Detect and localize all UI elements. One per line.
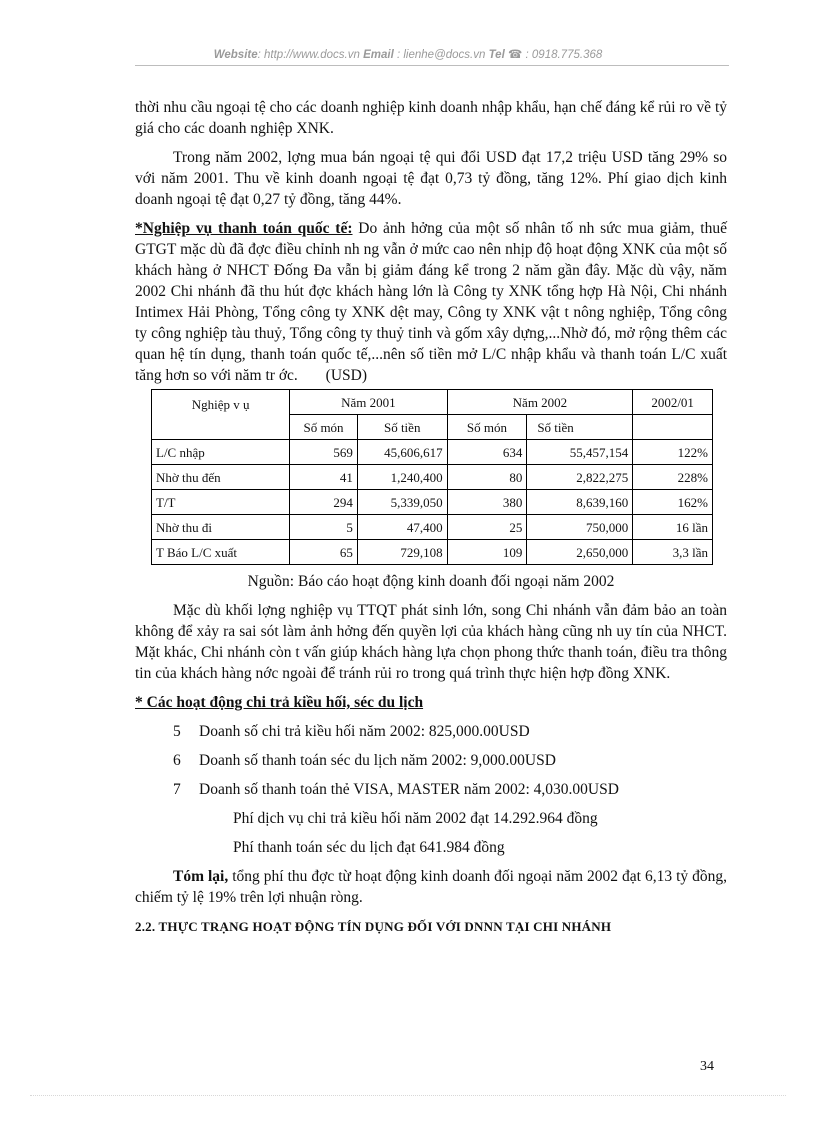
cell-name: L/C nhập <box>152 440 290 465</box>
cell-amount-2001: 1,240,400 <box>357 465 447 490</box>
cell-amount-2002: 55,457,154 <box>527 440 633 465</box>
list-number: 6 <box>173 752 181 769</box>
cell-amount-2001: 5,339,050 <box>357 490 447 515</box>
header-service: Nghiệp v ụ <box>152 390 290 440</box>
cell-name: T/T <box>152 490 290 515</box>
list-item <box>173 721 727 742</box>
sub-ratio-empty <box>633 415 713 440</box>
footer-divider <box>30 1095 786 1096</box>
cell-ratio: 3,3 lần <box>633 540 713 565</box>
list-text: Doanh số chi trả kiều hối năm 2002: 825,000.00USD <box>199 723 530 740</box>
cell-ratio: 16 lần <box>633 515 713 540</box>
cell-count-2001: 294 <box>290 490 358 515</box>
paragraph-fx: Trong năm 2002, lợng mua bán ngoại tệ qui đổi USD đạt 17,2 triệu USD tăng 29% so với năm 2001. Thu về kinh doanh ngoại tệ đạt 0,73 tỷ đồng, tăng 12%. Phí giao dịch kinh doanh ngoại tệ đạt 0,27 tỷ đồng, tăng 44%. <box>135 149 727 208</box>
paragraph-summary <box>135 866 727 908</box>
cell-ratio: 162% <box>633 490 713 515</box>
cell-amount-2001: 45,606,617 <box>357 440 447 465</box>
paragraph-intl-payment <box>135 218 727 386</box>
list-number: 7 <box>173 781 181 798</box>
section-title: 2.2. THỰC TRẠNG HOẠT ĐỘNG TÍN DỤNG ĐỐI VỚI DNNN TẠI CHI NHÁNH <box>135 919 612 934</box>
list-text: Doanh số thanh toán thẻ VISA, MASTER năm 2002: 4,030.00USD <box>199 781 619 798</box>
cell-amount-2002: 750,000 <box>527 515 633 540</box>
page-header <box>0 47 816 61</box>
sub-list-item: Phí dịch vụ chi trả kiều hối năm 2002 đạt 14.292.964 đồng <box>233 810 598 827</box>
paragraph-ttqt: Mặc dù khối lợng nghiệp vụ TTQT phát sinh lớn, song Chi nhánh vẫn đảm bảo an toàn không để xảy ra sai sót làm ảnh hởng đến quyền lợi của khách hàng cũng nh uy tín của NHCT. Mặt khác, Chi nhánh còn t vấn giúp khách hàng lựa chọn phong thức thanh toán, điều tra thông tin của khách hàng nớc ngoài để tránh rủi ro trong quá trình thực hiện hợp đồng XNK. <box>135 602 727 682</box>
cell-amount-2001: 47,400 <box>357 515 447 540</box>
table-header-row <box>152 390 713 415</box>
cell-name: T Báo L/C xuất <box>152 540 290 565</box>
header-ratio: 2002/01 <box>633 390 713 415</box>
unit-label: (USD) <box>325 367 367 384</box>
sub-count-2002: Số món <box>447 415 527 440</box>
intl-payment-body: Do ảnh hởng của một số nhân tố nh sức mua giảm, thuế GTGT mặc dù đã đợc điều chỉnh nh ng vẫn ở mức cao nên nhịp độ hoạt động XNK của một số khách hàng ở NHCT Đống Đa vẫn bị giảm đáng kể trong 2 năm gần đây. Mặc dù vậy, năm 2002 Chi nhánh đã thu hút đợc khách hàng lớn là Công ty XNK tổng hợp Hà Nội, Chi nhánh Intimex Hải Phòng, Tổng công ty XNK dệt may, Công ty XNK vật t nông nghiệp, Tổng công ty công nghiệp tàu thuỷ, Tổng công ty thuỷ tinh và gốm xây dựng,...Nhờ đó, mở rộng thêm các quan hệ tín dụng, thanh toán quốc tế,...nên số tiền mở L/C nhập khẩu và thanh toán L/C xuất tăng hơn so với năm tr ớc. <box>135 220 727 384</box>
paragraph-intro: thời nhu cầu ngoại tệ cho các doanh nghiệp kinh doanh nhập khẩu, hạn chế đáng kể rủi ro về tỷ giá cho các doanh nghiệp XNK. <box>135 99 727 137</box>
cell-count-2001: 65 <box>290 540 358 565</box>
remittance-heading <box>135 692 727 713</box>
cell-count-2002: 25 <box>447 515 527 540</box>
cell-count-2001: 5 <box>290 515 358 540</box>
table-row <box>152 515 713 540</box>
tel-label: Tel <box>488 49 505 61</box>
cell-amount-2002: 2,650,000 <box>527 540 633 565</box>
phone-icon: ☎ <box>507 49 523 61</box>
tel-value: : 0918.775.368 <box>525 49 603 61</box>
cell-count-2002: 380 <box>447 490 527 515</box>
sub-list-item: Phí thanh toán séc du lịch đạt 641.984 đồng <box>233 839 505 856</box>
cell-amount-2002: 2,822,275 <box>527 465 633 490</box>
cell-amount-2002: 8,639,160 <box>527 490 633 515</box>
table-row <box>152 490 713 515</box>
cell-count-2001: 569 <box>290 440 358 465</box>
cell-amount-2001: 729,108 <box>357 540 447 565</box>
page-content <box>135 97 727 937</box>
table-row <box>152 540 713 565</box>
header-2002: Năm 2002 <box>447 390 633 415</box>
page-number: 34 <box>700 1059 714 1074</box>
cell-ratio: 228% <box>633 465 713 490</box>
website-label: Website <box>213 49 258 61</box>
email-value[interactable]: : lienhe@docs.vn <box>396 49 486 61</box>
remittance-heading-text: * Các hoạt động chi trả kiều hối, séc du lịch <box>135 694 424 711</box>
summary-bold: Tóm lại, <box>173 868 229 885</box>
list-item <box>173 779 727 800</box>
summary-body: tổng phí thu đợc từ hoạt động kinh doanh đối ngoại năm 2002 đạt 6,13 tỷ đồng, chiếm tỷ lệ 19% trên lợi nhuận ròng. <box>135 868 727 906</box>
list-item <box>173 750 727 771</box>
sub-amount-2002: Số tiền <box>527 415 633 440</box>
website-value[interactable]: : http://www.docs.vn <box>257 49 360 61</box>
table-source: Nguồn: Báo cáo hoạt động kinh doanh đối ngoại năm 2002 <box>247 573 615 590</box>
cell-ratio: 122% <box>633 440 713 465</box>
cell-name: Nhờ thu đi <box>152 515 290 540</box>
table-row <box>152 465 713 490</box>
email-label: Email <box>363 49 394 61</box>
header-divider <box>135 65 729 66</box>
cell-name: Nhờ thu đến <box>152 465 290 490</box>
cell-count-2002: 80 <box>447 465 527 490</box>
cell-count-2001: 41 <box>290 465 358 490</box>
cell-count-2002: 109 <box>447 540 527 565</box>
list-number: 5 <box>173 723 181 740</box>
cell-count-2002: 634 <box>447 440 527 465</box>
table-row <box>152 440 713 465</box>
header-2001: Năm 2001 <box>290 390 447 415</box>
list-text: Doanh số thanh toán séc du lịch năm 2002: 9,000.00USD <box>199 752 556 769</box>
sub-count-2001: Số món <box>290 415 358 440</box>
intl-payment-table <box>151 389 713 565</box>
intl-payment-heading: *Nghiệp vụ thanh toán quốc tế: <box>135 220 353 237</box>
sub-amount-2001: Số tiền <box>357 415 447 440</box>
